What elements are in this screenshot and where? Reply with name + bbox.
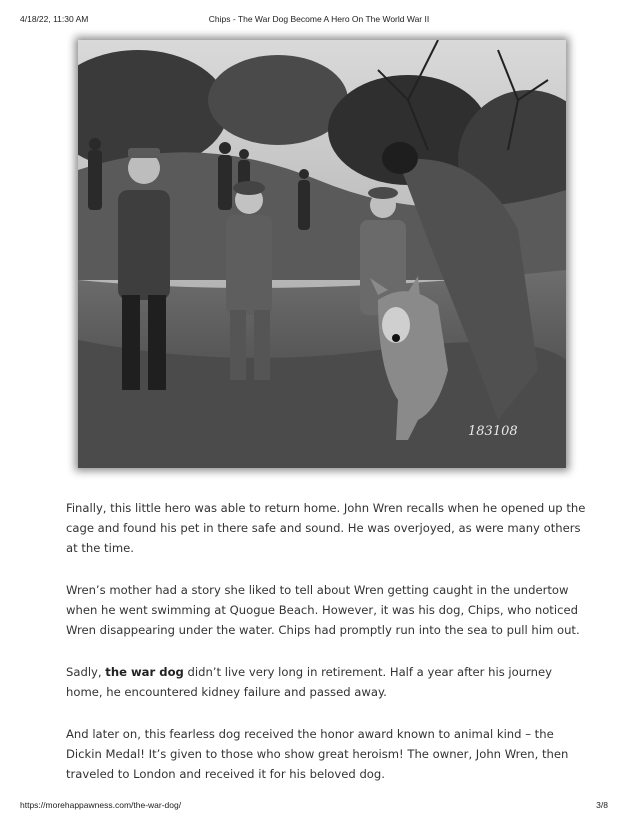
paragraph-quogue-beach: Wren’s mother had a story she liked to tell about Wren getting caught in the undertow when he went swimming at Quogue Beach. However, it was his dog, Chips, who noticed Wren disappearing under the water. Chips had promptly run into the sea to pull him out. — [66, 583, 580, 637]
print-page-title: Chips - The War Dog Become A Hero On The World War II — [208, 14, 430, 24]
print-datetime: 4/18/22, 11:30 AM — [20, 14, 89, 24]
print-footer — [0, 800, 638, 814]
paragraph-retirement-rest: didn’t live very long in retirement. Half a year after his journey home, he encountered kidney failure and passed away. — [66, 665, 552, 699]
print-page-number: 3/8 — [596, 800, 608, 810]
war-dog-link-text[interactable]: the war dog — [105, 665, 184, 679]
paragraph-dickin-medal: And later on, this fearless dog received the honor award known to animal kind – the Dickin Medal! It’s given to those who show great heroism! The owner, John Wren, then traveled to London and received it for his beloved dog. — [66, 727, 569, 781]
war-dog-photo — [78, 40, 566, 468]
photo-stamp-text: 183108 — [468, 424, 518, 439]
article-body — [66, 498, 586, 806]
print-header — [0, 14, 638, 28]
print-url: https://morehappawness.com/the-war-dog/ — [20, 800, 182, 810]
paragraph-retirement-lead: Sadly, — [66, 665, 106, 679]
paragraph-return-home: Finally, this little hero was able to return home. John Wren recalls when he opened up the cage and found his pet in there safe and sound. He was overjoyed, as were many others at the time. — [66, 501, 586, 555]
paragraph-retirement — [66, 662, 586, 702]
